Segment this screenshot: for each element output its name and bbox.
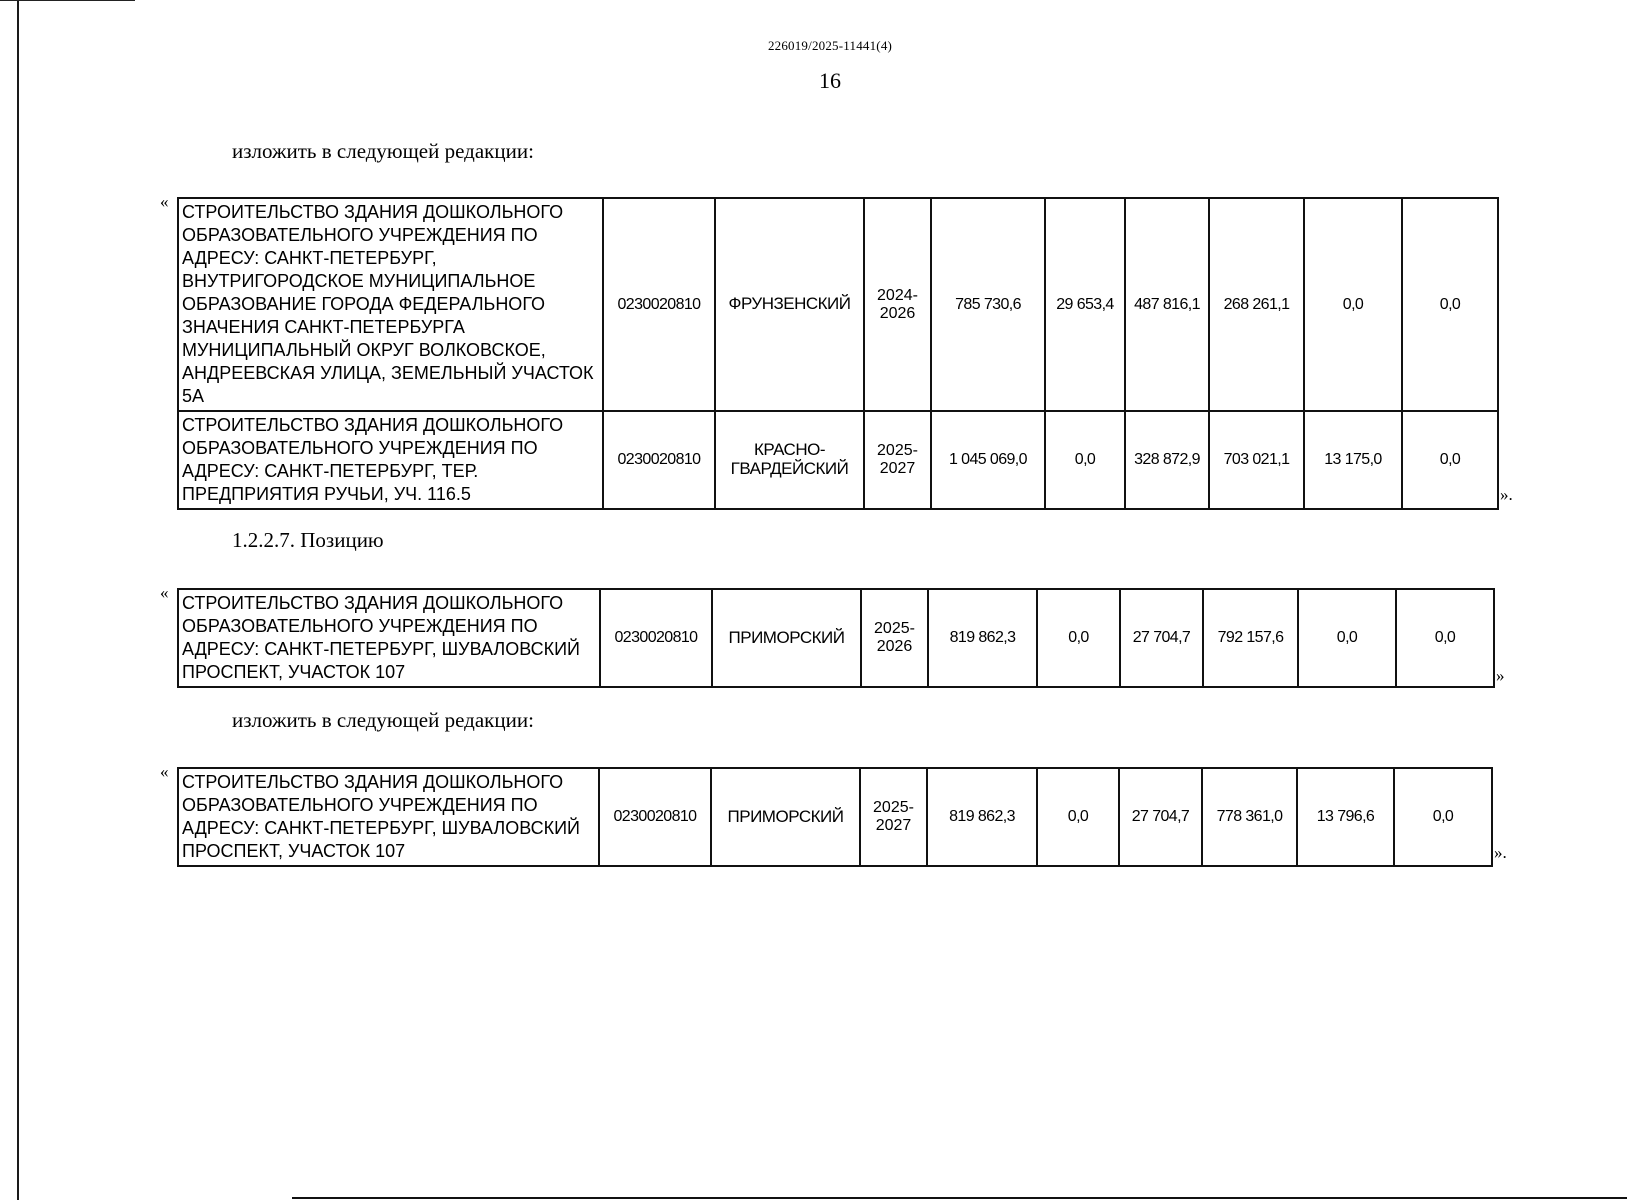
period-cell: 2024-2026 [864, 198, 931, 411]
paragraph-instruction-1: изложить в следующей редакции: [232, 139, 534, 163]
scan-top-mark [0, 0, 135, 1]
amount-cell: 13 796,6 [1297, 768, 1394, 866]
object-name-cell: СТРОИТЕЛЬСТВО ЗДАНИЯ ДОШКОЛЬНОГО ОБРАЗОВАТЕЛЬНОГО УЧРЕЖДЕНИЯ ПО АДРЕСУ: САНКТ-ПЕТЕРБУРГ, ШУВАЛОВСКИЙ ПРОСПЕКТ, УЧАСТОК 107 [178, 768, 599, 866]
paragraph-position-1-2-2-7: 1.2.2.7. Позицию [232, 528, 384, 552]
district-cell: ПРИМОРСКИЙ [711, 768, 860, 866]
amount-cell: 13 175,0 [1304, 411, 1402, 509]
closing-quote: ». [1500, 485, 1513, 504]
positions-table-1 [177, 197, 1499, 510]
positions-table-3 [177, 767, 1493, 867]
budget-code-cell: 0230020810 [599, 768, 711, 866]
opening-quote: « [160, 192, 169, 211]
amount-cell: 778 361,0 [1202, 768, 1297, 866]
amount-cell: 0,0 [1394, 768, 1492, 866]
amount-cell: 328 872,9 [1125, 411, 1209, 509]
amount-cell: 0,0 [1402, 198, 1498, 411]
page-number: 16 [819, 68, 841, 93]
budget-code-cell: 0230020810 [603, 198, 715, 411]
scan-left-border [0, 0, 19, 1200]
document-number: 226019/2025-11441(4) [767, 38, 893, 53]
object-name-cell: СТРОИТЕЛЬСТВО ЗДАНИЯ ДОШКОЛЬНОГО ОБРАЗОВАТЕЛЬНОГО УЧРЕЖДЕНИЯ ПО АДРЕСУ: САНКТ-ПЕТЕРБУРГ, ТЕР. ПРЕДПРИЯТИЯ РУЧЬИ, УЧ. 116.5 [178, 411, 603, 509]
amount-cell: 703 021,1 [1209, 411, 1304, 509]
amount-cell: 29 653,4 [1045, 198, 1125, 411]
amount-cell: 0,0 [1045, 411, 1125, 509]
total-cost-cell: 819 862,3 [927, 768, 1037, 866]
table-row [178, 589, 1494, 687]
total-cost-cell: 785 730,6 [931, 198, 1045, 411]
budget-code-cell: 0230020810 [603, 411, 715, 509]
amount-cell: 27 704,7 [1120, 589, 1203, 687]
period-cell: 2025-2027 [860, 768, 927, 866]
table-row [178, 768, 1492, 866]
budget-code-cell: 0230020810 [600, 589, 712, 687]
district-cell: КРАСНО-ГВАРДЕЙСКИЙ [715, 411, 864, 509]
opening-quote: « [160, 583, 169, 602]
total-cost-cell: 819 862,3 [928, 589, 1037, 687]
table-row [178, 411, 1498, 509]
opening-quote: « [160, 762, 169, 781]
amount-cell: 487 816,1 [1125, 198, 1209, 411]
amount-cell: 0,0 [1037, 768, 1119, 866]
amount-cell: 27 704,7 [1119, 768, 1202, 866]
closing-quote: » [1496, 666, 1505, 685]
amount-cell: 0,0 [1402, 411, 1498, 509]
district-cell: ПРИМОРСКИЙ [712, 589, 861, 687]
amount-cell: 268 261,1 [1209, 198, 1304, 411]
scan-bottom-border [292, 1197, 1627, 1199]
amount-cell: 0,0 [1396, 589, 1494, 687]
total-cost-cell: 1 045 069,0 [931, 411, 1045, 509]
amount-cell: 0,0 [1298, 589, 1396, 687]
amount-cell: 0,0 [1037, 589, 1120, 687]
paragraph-instruction-2: изложить в следующей редакции: [232, 708, 534, 732]
object-name-cell: СТРОИТЕЛЬСТВО ЗДАНИЯ ДОШКОЛЬНОГО ОБРАЗОВАТЕЛЬНОГО УЧРЕЖДЕНИЯ ПО АДРЕСУ: САНКТ-ПЕТЕРБУРГ, ШУВАЛОВСКИЙ ПРОСПЕКТ, УЧАСТОК 107 [178, 589, 600, 687]
period-cell: 2025-2027 [864, 411, 931, 509]
object-name-cell: СТРОИТЕЛЬСТВО ЗДАНИЯ ДОШКОЛЬНОГО ОБРАЗОВАТЕЛЬНОГО УЧРЕЖДЕНИЯ ПО АДРЕСУ: САНКТ-ПЕТЕРБУРГ, ВНУТРИГОРОДСКОЕ МУНИЦИПАЛЬНОЕ ОБРАЗОВАНИЕ ГОРОДА ФЕДЕРАЛЬНОГО ЗНАЧЕНИЯ САНКТ-ПЕТЕРБУРГА МУНИЦИПАЛЬНЫЙ ОКРУГ ВОЛКОВСКОЕ, АНДРЕЕВСКАЯ УЛИЦА, ЗЕМЕЛЬНЫЙ УЧАСТОК 5А [178, 198, 603, 411]
period-cell: 2025-2026 [861, 589, 928, 687]
district-cell: ФРУНЗЕНСКИЙ [715, 198, 864, 411]
table-row [178, 198, 1498, 411]
amount-cell: 792 157,6 [1203, 589, 1298, 687]
positions-table-2 [177, 588, 1495, 688]
closing-quote: ». [1494, 843, 1507, 862]
amount-cell: 0,0 [1304, 198, 1402, 411]
